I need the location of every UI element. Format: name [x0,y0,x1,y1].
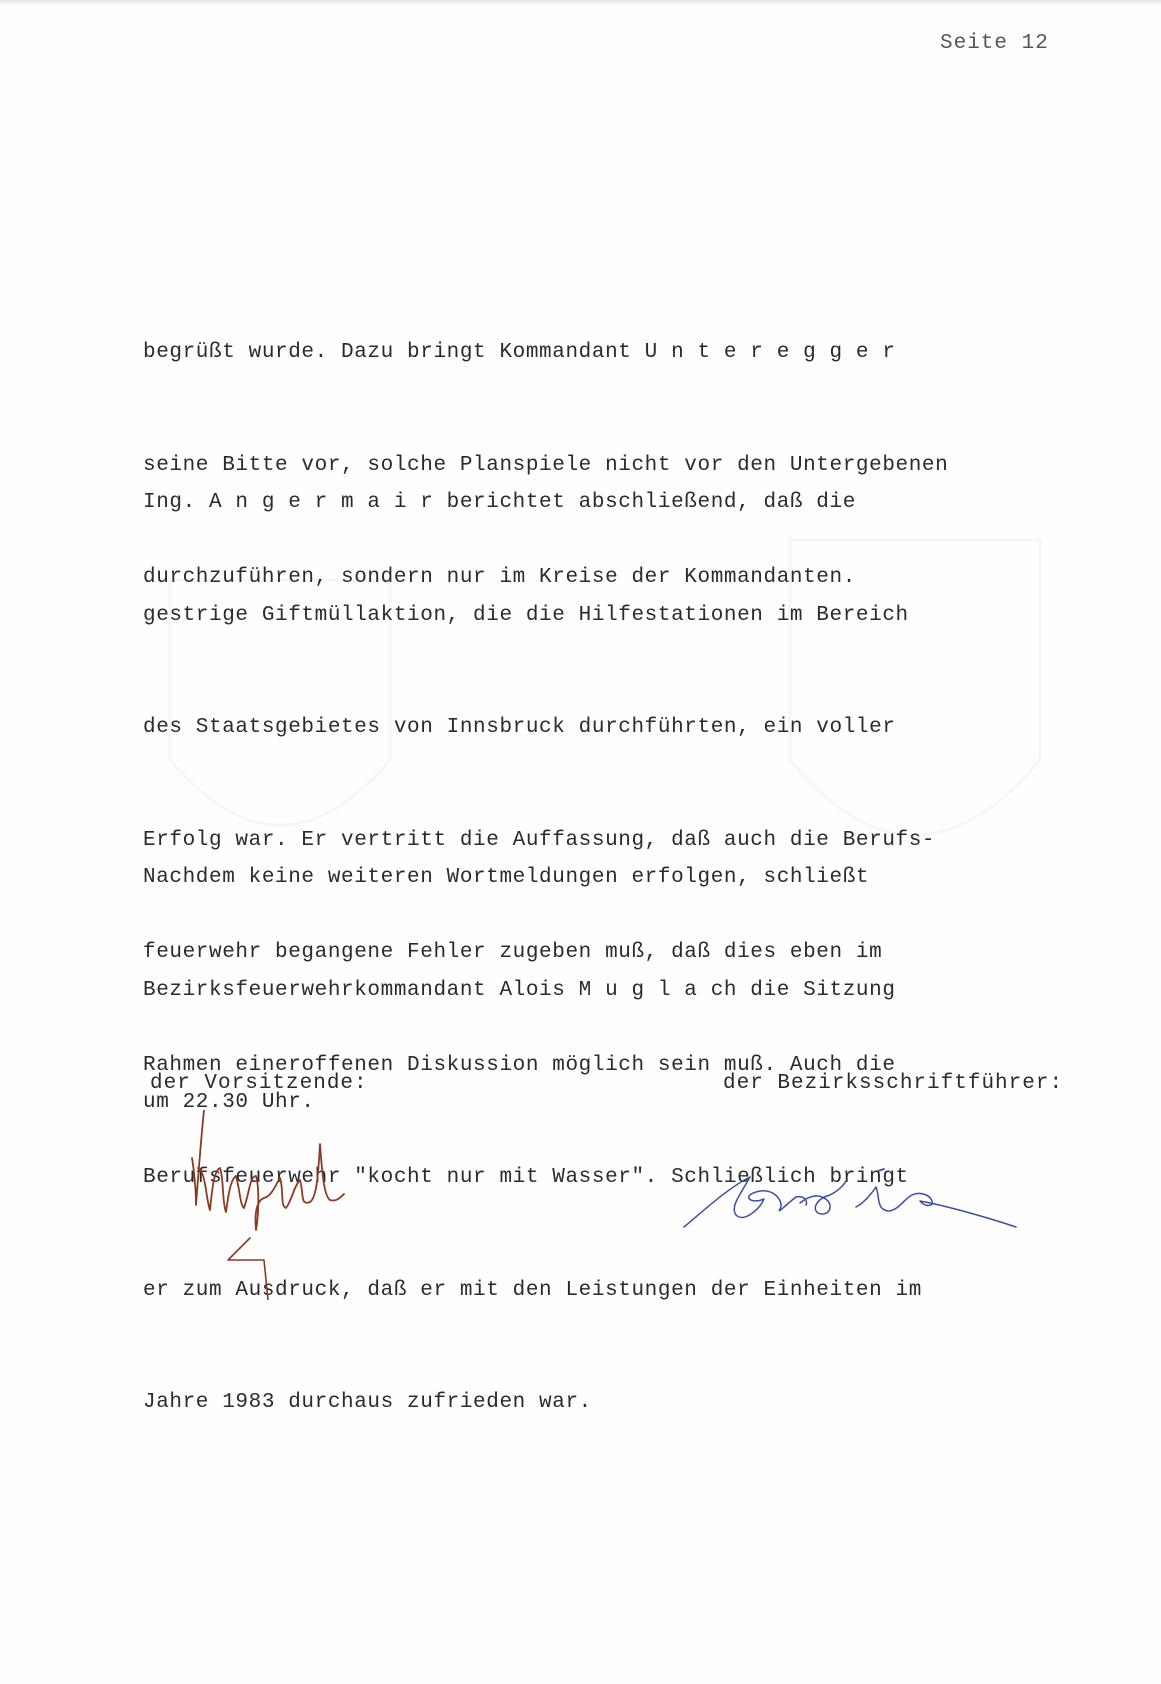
text-line: Jahre 1983 durchaus zufrieden war. [143,1391,592,1414]
text-line: feuerwehr begangene Fehler zugeben muß, daß dies eben im [143,941,883,964]
text-line: durchzuführen, sondern nur im Kreise der Kommandanten. [143,566,856,589]
page-top-shadow [0,0,1161,6]
secretary-signature [680,1165,1020,1245]
text-line: Berufsfeuerwehr "kocht nur mit Wasser". Schließlich bringt [143,1166,909,1189]
text-line: begrüßt wurde. Dazu bringt Kommandant U n t e r e g g e r [143,341,896,364]
secretary-label: der Bezirksschriftführer: [723,1072,1064,1095]
chairman-label: der Vorsitzende: [150,1072,368,1095]
text-line: um 22.30 Uhr. [143,1091,315,1114]
text-line: seine Bitte vor, solche Planspiele nicht vor den Untergebenen [143,453,949,477]
text-line: Erfolg war. Er vertritt die Auffassung, daß auch die Berufs- [143,828,936,852]
text-line: Ing. A n g e r m a i r berichtet abschließend, daß die [143,491,856,514]
text-line: Rahmen eineroffenen Diskussion möglich sein muß. Auch die [143,1053,896,1077]
text-line: Nachdem keine weiteren Wortmeldungen erfolgen, schließt [143,866,870,889]
text-line: des Staatsgebietes von Innsbruck durchführten, ein voller [143,716,896,739]
text-line: gestrige Giftmüllaktion, die die Hilfestationen im Bereich [143,603,909,627]
chairman-signature [180,1110,360,1300]
text-line: Bezirksfeuerwehrkommandant Alois M u g l a ch die Sitzung [143,978,896,1002]
text-line: er zum Ausdruck, daß er mit den Leistungen der Einheiten im [143,1278,922,1302]
page-number: Seite 12 [940,32,1049,55]
